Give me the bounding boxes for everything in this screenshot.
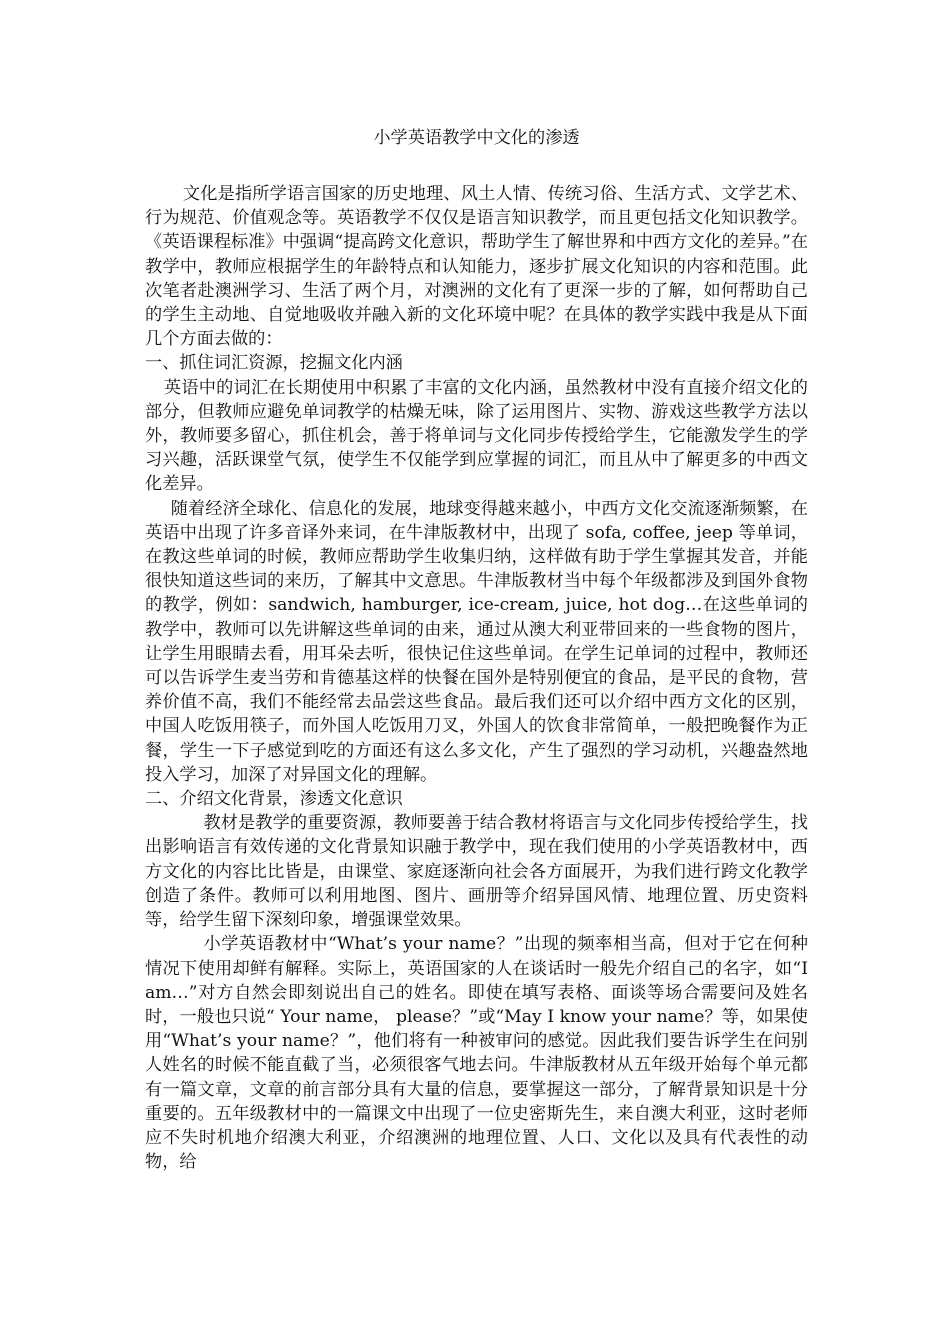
body-paragraph: 英语中的词汇在长期使用中积累了丰富的文化内涵，虽然教材中没有直接介绍文化的部分，但教师应避免单词教学的枯燥无味，除了运用图片、实物、游戏这些教学方法以外，教师要多留心，抓住机会，善于将单词与文化同步传授给学生，它能激发学生的学习兴趣，活跃课堂气氛，使学生不仅能学到应掌握的词汇，而且从中了解更多的中西文化差异。: [145, 377, 808, 495]
body-paragraph: 教材是教学的重要资源，教师要善于结合教材将语言与文化同步传授给学生，找出影响语言有效传递的文化背景知识融于教学中，现在我们使用的小学英语教材中，西方文化的内容比比皆是，由课堂、家庭逐渐向社会各方面展开，为我们进行跨文化教学创造了条件。教师可以利用地图、图片、画册等介绍异国风情、地理位置、历史资料等，给学生留下深刻印象，增强课堂效果。: [145, 813, 808, 931]
document-title: 小学英语教学中文化的渗透: [373, 128, 580, 148]
section-heading-1: 一、抓住词汇资源，挖掘文化内涵: [145, 353, 403, 374]
body-paragraph: 随着经济全球化、信息化的发展，地球变得越来越小，中西方文化交流逐渐频繁，在英语中出现了许多音译外来词，在牛津版教材中，出现了 sofa, coffee, jeep 等单词，在教这些单词的时候，教师应帮助学生收集归纳，这样做有助于学生掌握其发音，并能很快知道这些词的来历，了解其中文意思。牛津版教材当中每个年级都涉及到国外食物的教学，例如：sandwich, hamburger, ice-cream, juice, hot dog…在这些单词的教学中，教师可以先讲解这些单词的由来，通过从澳大利亚带回来的一些食物的图片，让学生用眼睛去看，用耳朵去听，很快记住这些单词。在学生记单词的过程中，教师还可以告诉学生麦当劳和肯德基这样的快餐在国外是特别便宜的食品，是平民的食物，营养价值不高，我们不能经常去品尝这些食品。最后我们还可以介绍中西方文化的区别，中国人吃饭用筷子，而外国人吃饭用刀叉，外国人的饮食非常简单，一般把晚餐作为正餐，学生一下子感觉到吃的方面还有这么多文化，产生了强烈的学习动机，兴趣盎然地投入学习，加深了对异国文化的理解。: [145, 498, 808, 785]
body-paragraph: 小学英语教材中“What’s your name？”出现的频率相当高，但对于它在何种情况下使用却鲜有解释。实际上，英语国家的人在谈话时一般先介绍自己的名字，如“I am…”对方自然会即刻说出自己的姓名。即使在填写表格、面谈等场合需要问及姓名时，一般也只说“ Your name， please？”或“May I know your name？等，如果使用“What’s your name？”，他们将有一种被审问的感觉。因此我们要告诉学生在问别人姓名的时候不能直截了当，必须很客气地去问。牛津版教材从五年级开始每个单元都有一篇文章，文章的前言部分具有大量的信息，要掌握这一部分，了解背景知识是十分重要的。五年级教材中的一篇课文中出现了一位史密斯先生，来自澳大利亚，这时老师应不失时机地介绍澳大利亚，介绍澳洲的地理位置、人口、文化以及具有代表性的动物，给: [145, 934, 808, 1173]
section-heading-2: 二、介绍文化背景，渗透文化意识: [145, 789, 403, 810]
intro-paragraph: 文化是指所学语言国家的历史地理、风土人情、传统习俗、生活方式、文学艺术、行为规范、价值观念等。英语教学不仅仅是语言知识教学，而且更包括文化知识教学。《英语课程标准》中强调“提高跨文化意识，帮助学生了解世界和中西方文化的差异。”在教学中，教师应根据学生的年龄特点和认知能力，逐步扩展文化知识的内容和范围。此次笔者赴澳洲学习、生活了两个月，对澳洲的文化有了更深一步的了解，如何帮助自己的学生主动地、自觉地吸收并融入新的文化环境中呢？在具体的教学实践中我是从下面几个方面去做的：: [145, 184, 808, 350]
document-page: [145, 126, 808, 1174]
